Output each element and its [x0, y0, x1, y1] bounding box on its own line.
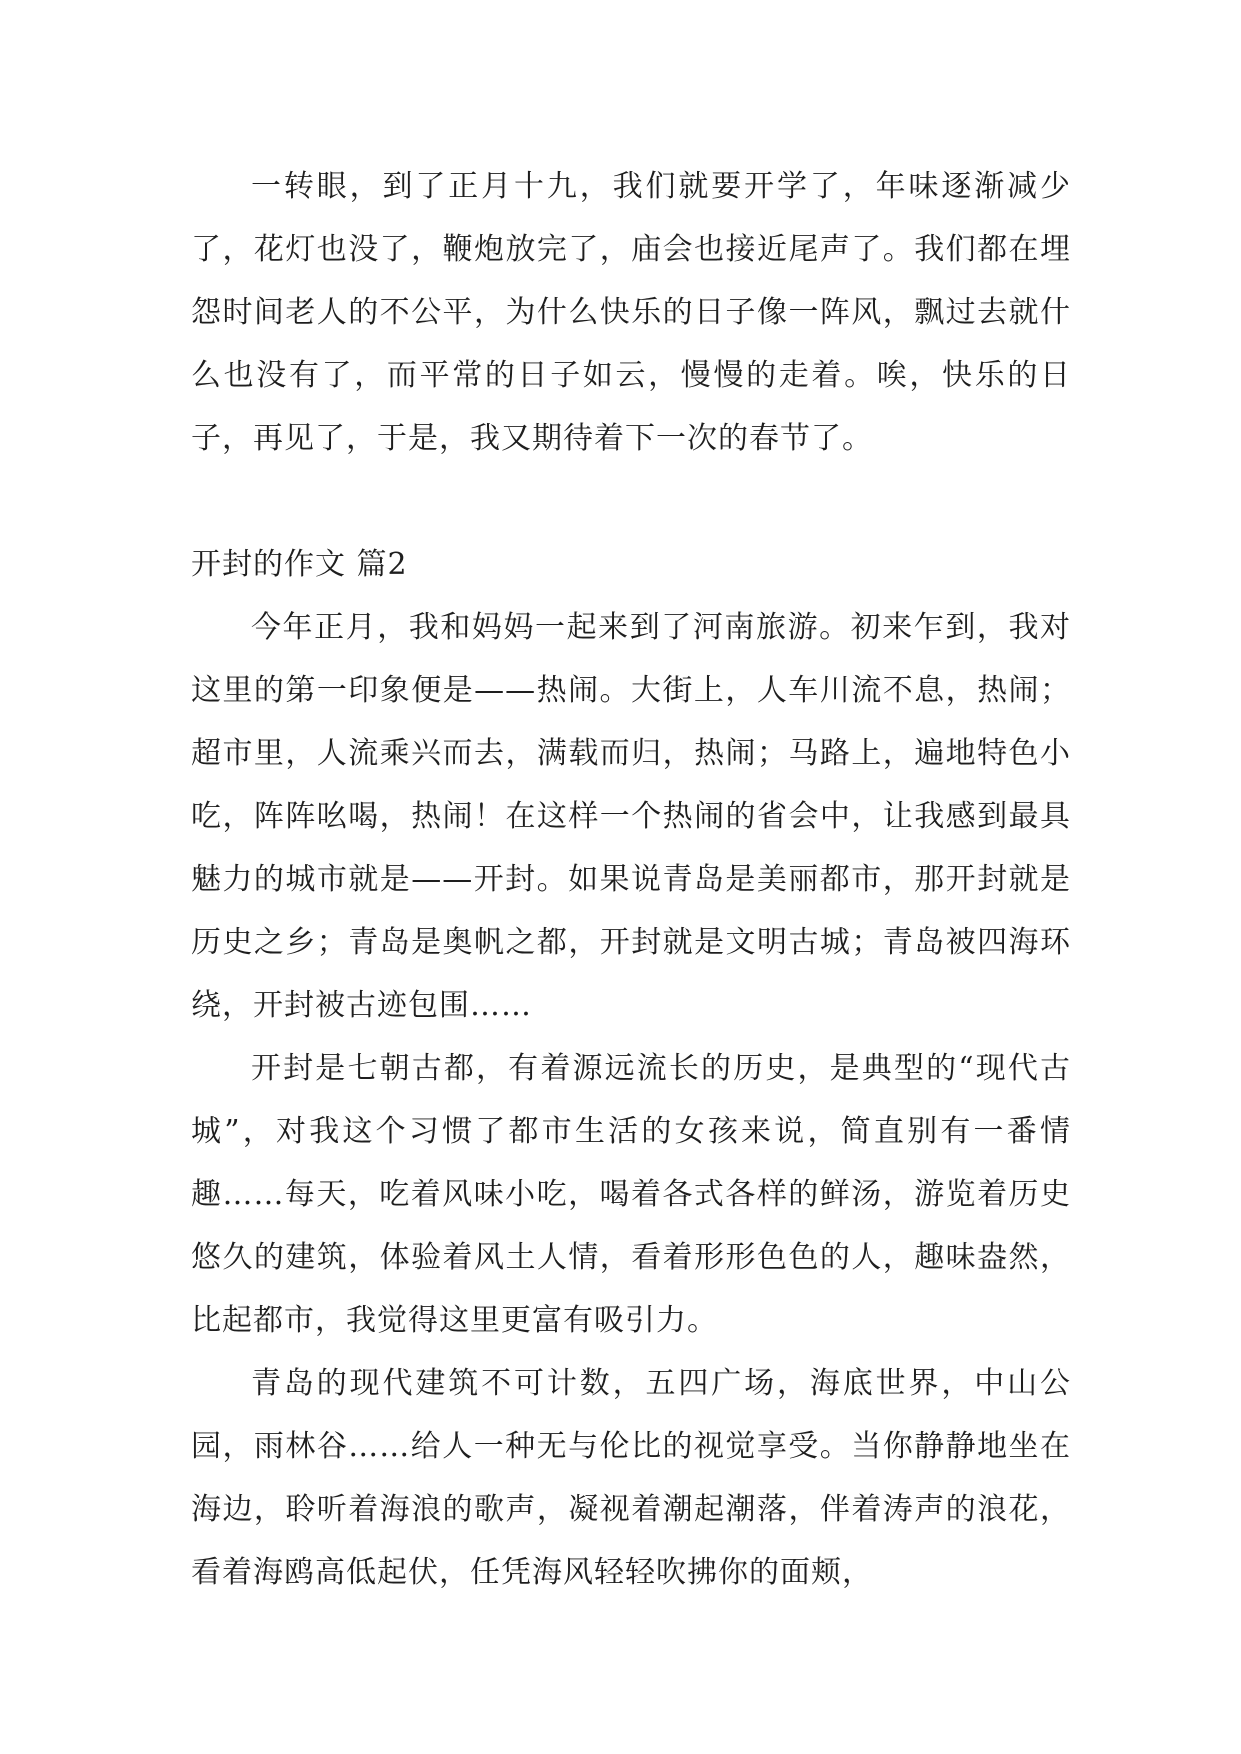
document-body [191, 155, 1071, 1604]
paragraph-4: 青岛的现代建筑不可计数，五四广场，海底世界，中山公园，雨林谷……给人一种无与伦比的视觉享受。当你静静地坐在海边，聆听着海浪的歌声，凝视着潮起潮落，伴着涛声的浪花，看着海鸥高低起伏，任凭海风轻轻吹拂你的面颊， [191, 1366, 1071, 1590]
paragraph-1: 一转眼，到了正月十九，我们就要开学了，年味逐渐减少了，花灯也没了，鞭炮放完了，庙会也接近尾声了。我们都在埋怨时间老人的不公平，为什么快乐的日子像一阵风，飘过去就什么也没有了，而平常的日子如云，慢慢的走着。唉，快乐的日子，再见了，于是，我又期待着下一次的春节了。 [191, 169, 1071, 456]
section-heading: 开封的作文 篇2 [191, 547, 408, 582]
paragraph-2: 今年正月，我和妈妈一起来到了河南旅游。初来乍到，我对这里的第一印象便是——热闹。大街上，人车川流不息，热闹；超市里，人流乘兴而去，满载而归，热闹；马路上，遍地特色小吃，阵阵吆喝，热闹！在这样一个热闹的省会中，让我感到最具魅力的城市就是——开封。如果说青岛是美丽都市，那开封就是历史之乡；青岛是奥帆之都，开封就是文明古城；青岛被四海环绕，开封被古迹包围…… [191, 610, 1071, 1023]
paragraph-3: 开封是七朝古都，有着源远流长的历史，是典型的“现代古城”，对我这个习惯了都市生活的女孩来说，简直别有一番情趣……每天，吃着风味小吃，喝着各式各样的鲜汤，游览着历史悠久的建筑，体验着风土人情，看着形形色色的人，趣味盎然，比起都市，我觉得这里更富有吸引力。 [191, 1051, 1071, 1338]
